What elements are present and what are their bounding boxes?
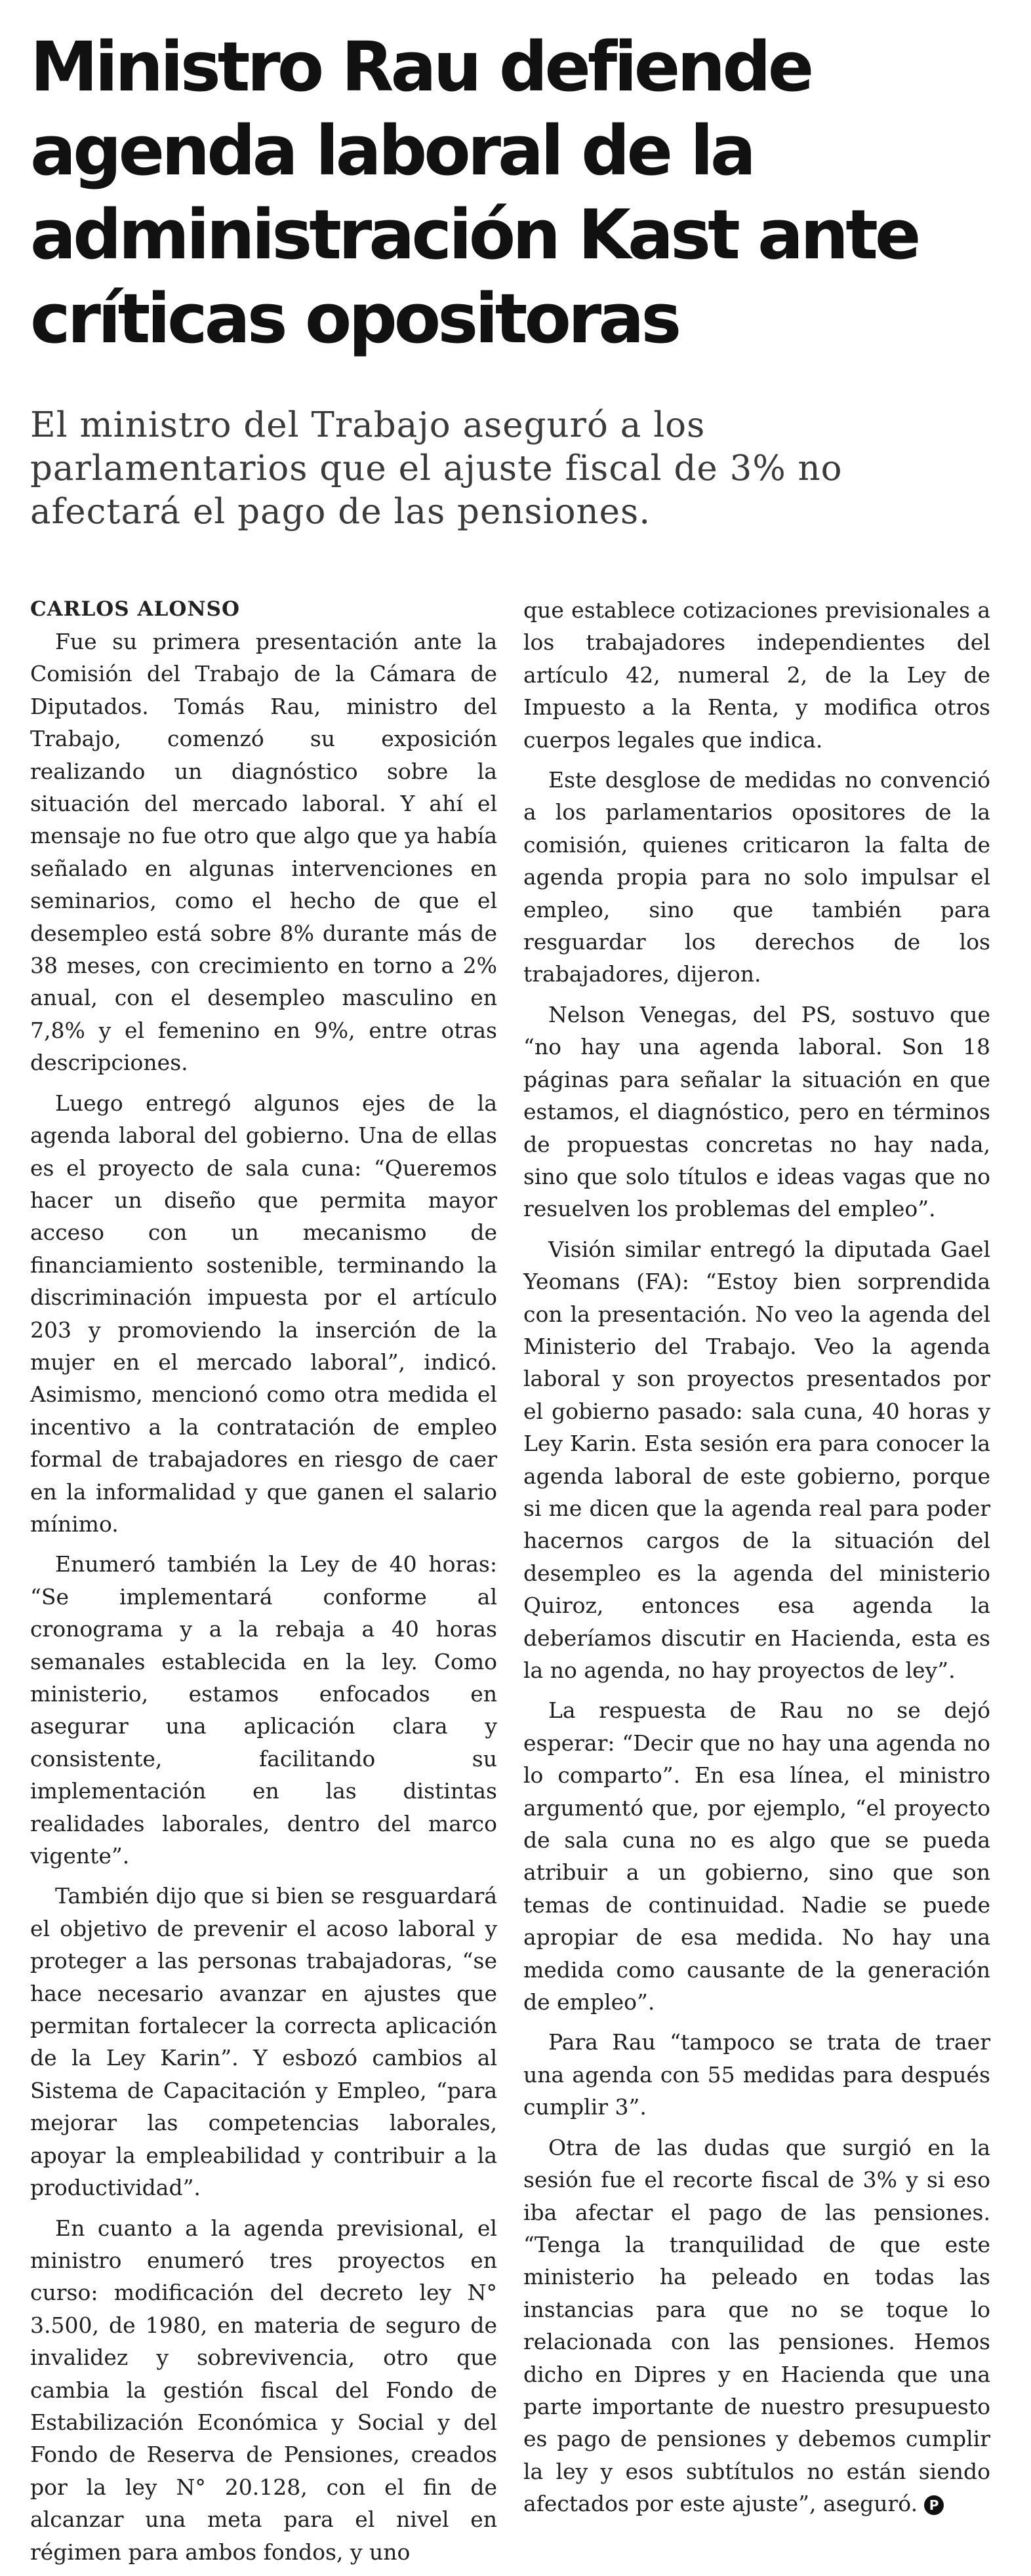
paragraph-final (523, 2131, 990, 2520)
paragraph: Para Rau “tampoco se trata de traer una agenda con 55 medidas para después cumplir 3”. (523, 2029, 990, 2120)
paragraph: También dijo que si bien se resguardará el objetivo de prevenir el acoso laboral y proteger a las personas trabajadoras, “se hace necesario avanzar en ajustes que permitan fortalecer la correcta aplicación de la Ley Karin”. Y esbozó cambios al Sistema de Capacitación y Empleo, “para mejorar las competencias laborales, apoyar la empleabilidad y contribuir a la productividad”. (30, 1883, 497, 2201)
article-headline: Ministro Rau defiende agenda laboral de la administración Kast ante críticas opositoras (30, 27, 918, 359)
paragraph-continued: que establece cotizaciones previsionales a los trabajadores independientes del artículo 42, numeral 2, de la Ley de Impuesto a la Renta, y modifica otros cuerpos legales que indica. (523, 597, 990, 753)
article-deck: El ministro del Trabajo aseguró a los parlamentarios que el ajuste fiscal de 3% no afectará el pago de las pensiones. (30, 405, 843, 532)
paragraph: En cuanto a la agenda previsional, el ministro enumeró tres proyectos en curso: modificación del decreto ley N° 3.500, de 1980, en materia de seguro de invalidez y sobrevivencia, otro que cambia la gestión fiscal del Fondo de Estabilización Económica y Social y del Fondo de Reserva de Pensiones, creados por la ley N° 20.128, con el fin de alcanzar una meta para el nivel en régimen para ambos fondos, y uno (30, 2215, 497, 2565)
article-byline: CARLOS ALONSO (30, 597, 241, 621)
end-mark-icon: P (924, 2495, 944, 2515)
final-paragraph-text: Otra de las dudas que surgió en la sesión fue el recorte fiscal de 3% y si eso iba afectar el pago de las pensiones. “Tenga la tranquilidad de que este ministerio ha peleado en todas las instancias para que no se toque lo relacionada con las pensiones. Hemos dicho en Dipres y en Hacienda que una parte importante de nuestro presupuesto es pago de pensiones y debemos cumplir la ley y esos subtítulos no están siendo afectados por este ajuste”, aseguró. (523, 2134, 990, 2517)
paragraph: Enumeró también la Ley de 40 horas: “Se implementará conforme al cronograma y a la rebaja a 40 horas semanales establecida en la ley. Como ministerio, estamos enfocados en asegurar una aplicación clara y consistente, facilitando su implementación en las distintas realidades laborales, dentro del marco vigente”. (30, 1551, 497, 1869)
column-right (523, 594, 990, 2576)
article-body (30, 594, 990, 2576)
paragraph: Luego entregó algunos ejes de la agenda laboral del gobierno. Una de ellas es el proyecto de sala cuna: “Queremos hacer un diseño que permita mayor acceso con un mecanismo de financiamiento sostenible, terminando la discriminación impuesta por el artículo 203 y promoviendo la inserción de la mujer en el mercado laboral”, indicó. Asimismo, mencionó como otra medida el incentivo a la contratación de empleo formal de trabajadores en riesgo de caer en la informalidad y que ganen el salario mínimo. (30, 1090, 497, 1537)
paragraph: La respuesta de Rau no se dejó esperar: “Decir que no hay una agenda no lo comparto”. En esa línea, el ministro argumentó que, por ejemplo, “el proyecto de sala cuna no es algo que se pueda atribuir a un gobierno, sino que son temas de continuidad. Nadie se puede apropiar de esa medida. No hay una medida como causante de la generación de empleo”. (523, 1697, 990, 2015)
column-left (30, 594, 497, 2576)
paragraph: Fue su primera presentación ante la Comisión del Trabajo de la Cámara de Diputados. Tomás Rau, ministro del Trabajo, comenzó su exposición realizando un diagnóstico sobre la situación del mercado laboral. Y ahí el mensaje no fue otro que algo que ya había señalado en algunas intervenciones en seminarios, como el hecho de que el desempleo está sobre 8% durante más de 38 meses, con crecimiento en torno a 2% anual, con el desempleo masculino en 7,8% y el femenino en 9%, entre otras descripciones. (30, 629, 497, 1076)
paragraph: Este desglose de medidas no convenció a los parlamentarios opositores de la comisión, quienes criticaron la falta de agenda propia para no solo impulsar el empleo, sino que también para resguardar los derechos de los trabajadores, dijeron. (523, 767, 990, 987)
paragraph: Nelson Venegas, del PS, sostuvo que “no hay una agenda laboral. Son 18 páginas para señalar la situación en que estamos, el diagnóstico, pero en términos de propuestas concretas no hay nada, sino que solo títulos e ideas vagas que no resuelven los problemas del empleo”. (523, 1001, 990, 1222)
paragraph: Visión similar entregó la diputada Gael Yeomans (FA): “Estoy bien sorprendida con la presentación. No veo la agenda del Ministerio del Trabajo. Veo la agenda laboral y son proyectos presentados por el gobierno pasado: sala cuna, 40 horas y Ley Karin. Esta sesión era para conocer la agenda laboral de este gobierno, porque si me dicen que la agenda real para poder hacernos cargos de la situación del desempleo es la agenda del ministerio Quiroz, entonces esa agenda la deberíamos discutir en Hacienda, esta es la no agenda, no hay proyectos de ley”. (523, 1236, 990, 1683)
